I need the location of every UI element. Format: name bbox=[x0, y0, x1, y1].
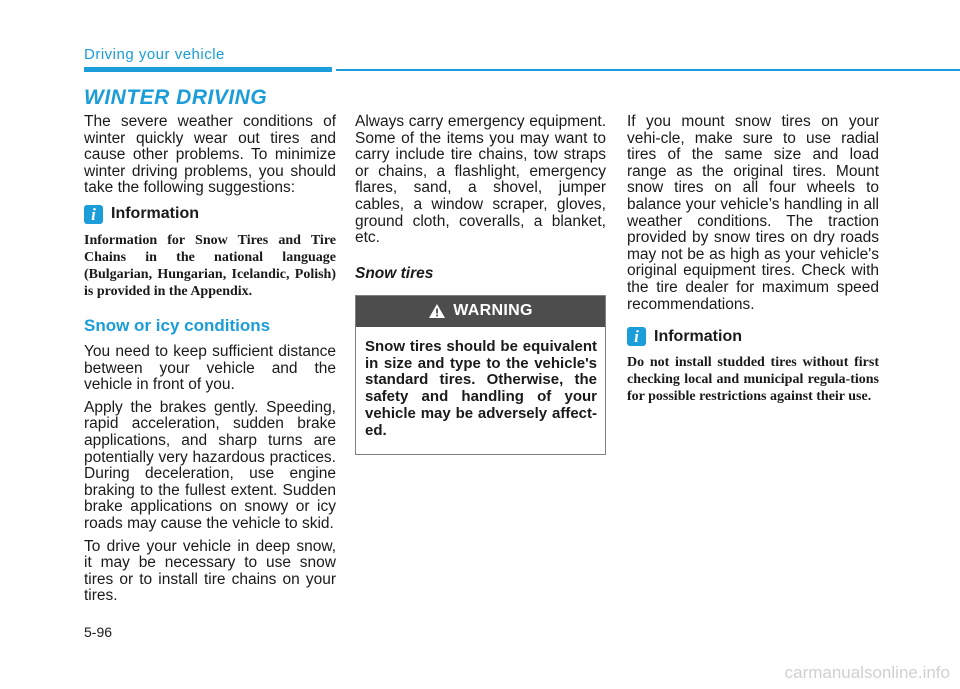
info-heading bbox=[84, 205, 336, 224]
watermark: carmanualsonline.info bbox=[784, 663, 950, 682]
info-title: Information bbox=[654, 327, 742, 345]
subheading-snow-tires: Snow tires bbox=[355, 264, 434, 282]
warning-label: WARNING bbox=[453, 302, 533, 320]
header-rule-thin bbox=[336, 69, 960, 71]
paragraph-distance: You need to keep sufficient distance between your vehicle and the vehicle in front of you. bbox=[84, 342, 336, 394]
warning-box bbox=[355, 295, 606, 455]
intro-paragraph: The severe weather conditions of winter quickly wear out tires and cause other problems. To minimize winter driving problems, you should take the following suggestions: bbox=[84, 113, 336, 197]
warning-header bbox=[356, 296, 605, 327]
column-1 bbox=[84, 114, 336, 611]
paragraph-brakes: Apply the brakes gently. Speeding, rapid acceleration, sudden brake applications, and sharp turns are potentially very hazardous practices. During deceleration, use engine braking to the fullest extent. Sudden brake applications on snowy or icy roads may cause the vehicle to skid. bbox=[84, 398, 336, 532]
info-title: Information bbox=[111, 205, 199, 223]
subheading-snow-icy: Snow or icy conditions bbox=[84, 315, 271, 335]
warning-text: Snow tires should be equivalent in size and type to the vehicle's standard tires. Otherwise, the safety and handling of your vehicle may be adversely affect-ed. bbox=[365, 337, 597, 439]
info-icon: i bbox=[627, 327, 646, 346]
info-icon: i bbox=[84, 205, 103, 224]
info-text: Information for Snow Tires and Tire Chains in the national language (Bulgarian, Hungarian, Icelandic, Polish) is provided in the Appendix. bbox=[84, 232, 336, 299]
running-header: Driving your vehicle bbox=[84, 46, 225, 63]
info-text: Do not install studded tires without first checking local and municipal regula-tions for possible restrictions against their use. bbox=[627, 355, 879, 405]
page-title: WINTER DRIVING bbox=[84, 86, 268, 109]
page-number: 5-96 bbox=[84, 624, 113, 640]
emergency-equipment-paragraph: Always carry emergency equipment. Some of the items you may want to carry include tire chains, tow straps or chains, a flashlight, emergency flares, sand, a shovel, jumper cables, a window scraper, gloves, ground cloth, coveralls, a blanket, etc. bbox=[355, 113, 606, 247]
snow-tire-mounting-paragraph: If you mount snow tires on your vehi-cle, make sure to use radial tires of the same size and load range as the original tires. Mount snow tires on all four wheels to balance your vehicle’s handling in all weather conditions. The traction provided by snow tires on dry roads may not be as high as your vehicle's original equipment tires. Check with the tire dealer for maximum speed recommendations. bbox=[627, 113, 879, 313]
column-2 bbox=[355, 114, 606, 455]
warning-triangle-icon bbox=[428, 303, 446, 319]
info-heading bbox=[627, 327, 879, 346]
column-3 bbox=[627, 114, 879, 415]
header-rule-thick bbox=[84, 67, 332, 72]
paragraph-deep-snow: To drive your vehicle in deep snow, it may be necessary to use snow tires or to install tire chains on your tires. bbox=[84, 537, 336, 605]
